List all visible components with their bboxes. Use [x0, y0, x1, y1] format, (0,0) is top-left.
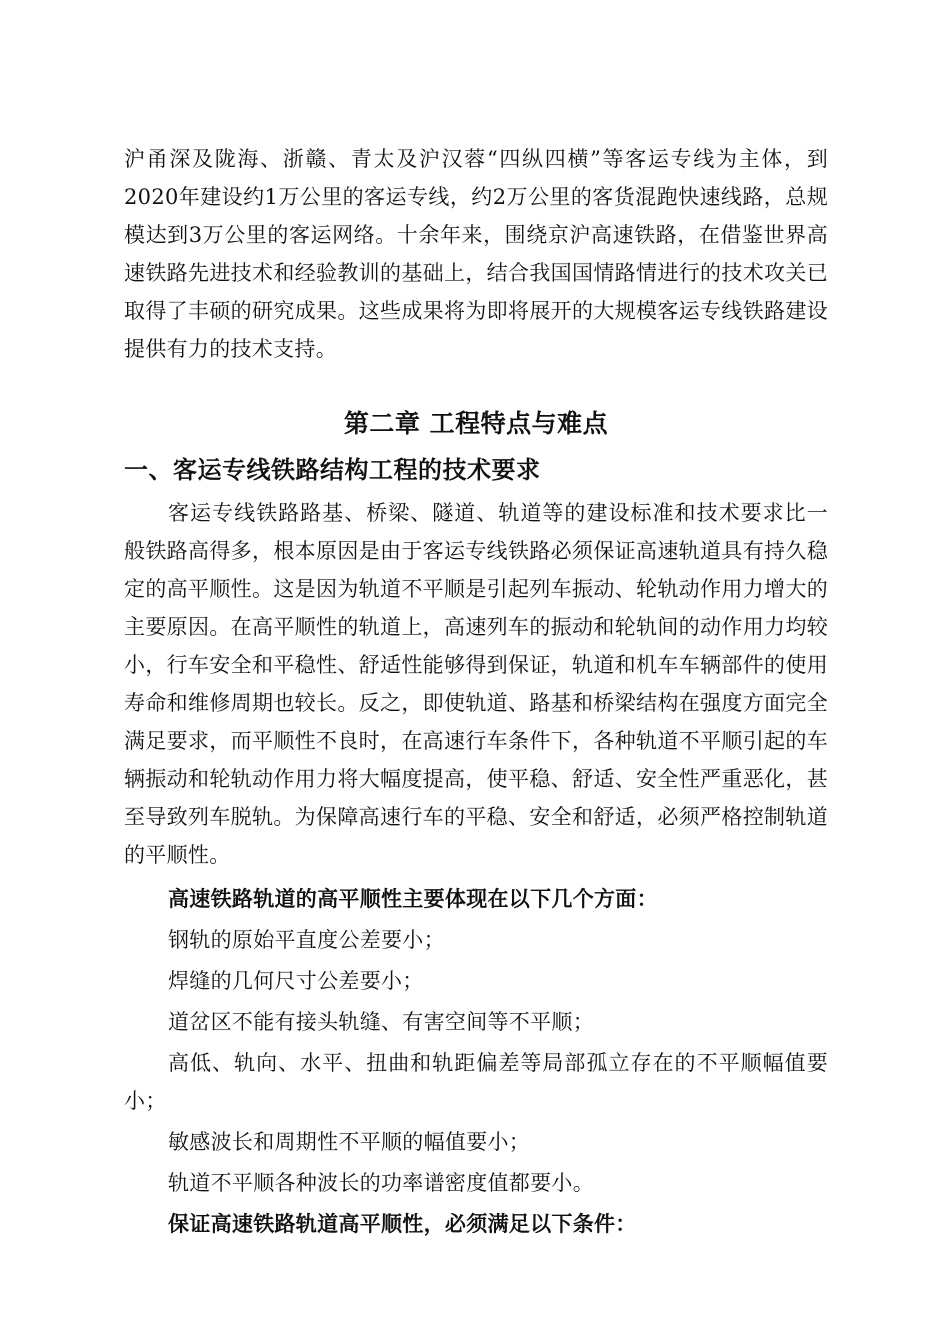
- smoothness-list: [124, 921, 828, 1202]
- main-paragraph: 客运专线铁路路基、桥梁、隧道、轨道等的建设标准和技术要求比一般铁路高得多，根本原因是由于客运专线铁路必须保证高速轨道具有持久稳定的高平顺性。这是因为轨道不平顺是引起列车振动、轮轨动作用力增大的主要原因。在高平顺性的轨道上，高速列车的振动和轮轨间的动作用力均较小，行车安全和平稳性、舒适性能够得到保证，轨道和机车车辆部件的使用寿命和维修周期也较长。反之，即使轨道、路基和桥梁结构在强度方面完全满足要求，而平顺性不良时，在高速行车条件下，各种轨道不平顺引起的车辆振动和轮轨动作用力将大幅度提高，使平稳、舒适、安全性严重恶化，甚至导致列车脱轨。为保障高速行车的平稳、安全和舒适，必须严格控制轨道的平顺性。: [124, 501, 828, 867]
- list-item: 道岔区不能有接头轨缝、有害空间等不平顺；: [168, 1010, 594, 1034]
- conditions-heading: 保证高速铁路轨道高平顺性，必须满足以下条件：: [168, 1211, 637, 1236]
- smoothness-heading: 高速铁路轨道的高平顺性主要体现在以下几个方面：: [168, 886, 658, 911]
- chapter-title: 第二章 工程特点与难点: [343, 409, 609, 438]
- list-item: 钢轨的原始平直度公差要小；: [168, 928, 445, 952]
- section-title: 一、客运专线铁路结构工程的技术要求: [124, 455, 541, 484]
- list-item: 轨道不平顺各种波长的功率谱密度值都要小。: [168, 1171, 594, 1195]
- document-page: [124, 140, 828, 1243]
- list-item: 高低、轨向、水平、扭曲和轨距偏差等局部孤立存在的不平顺幅值要小；: [124, 1051, 828, 1113]
- list-item: 敏感波长和周期性不平顺的幅值要小；: [168, 1130, 531, 1154]
- list-item: 焊缝的几何尺寸公差要小；: [168, 969, 424, 993]
- intro-paragraph: 沪甬深及陇海、浙赣、青太及沪汉蓉“四纵四横”等客运专线为主体，到2020年建设约1万公里的客运专线，约2万公里的客货混跑快速线路，总规模达到3万公里的客运网络。十余年来，围绕京沪高速铁路，在借鉴世界高速铁路先进技术和经验教训的基础上，结合我国国情路情进行的技术攻关已取得了丰硕的研究成果。这些成果将为即将展开的大规模客运专线铁路建设提供有力的技术支持。: [124, 147, 828, 361]
